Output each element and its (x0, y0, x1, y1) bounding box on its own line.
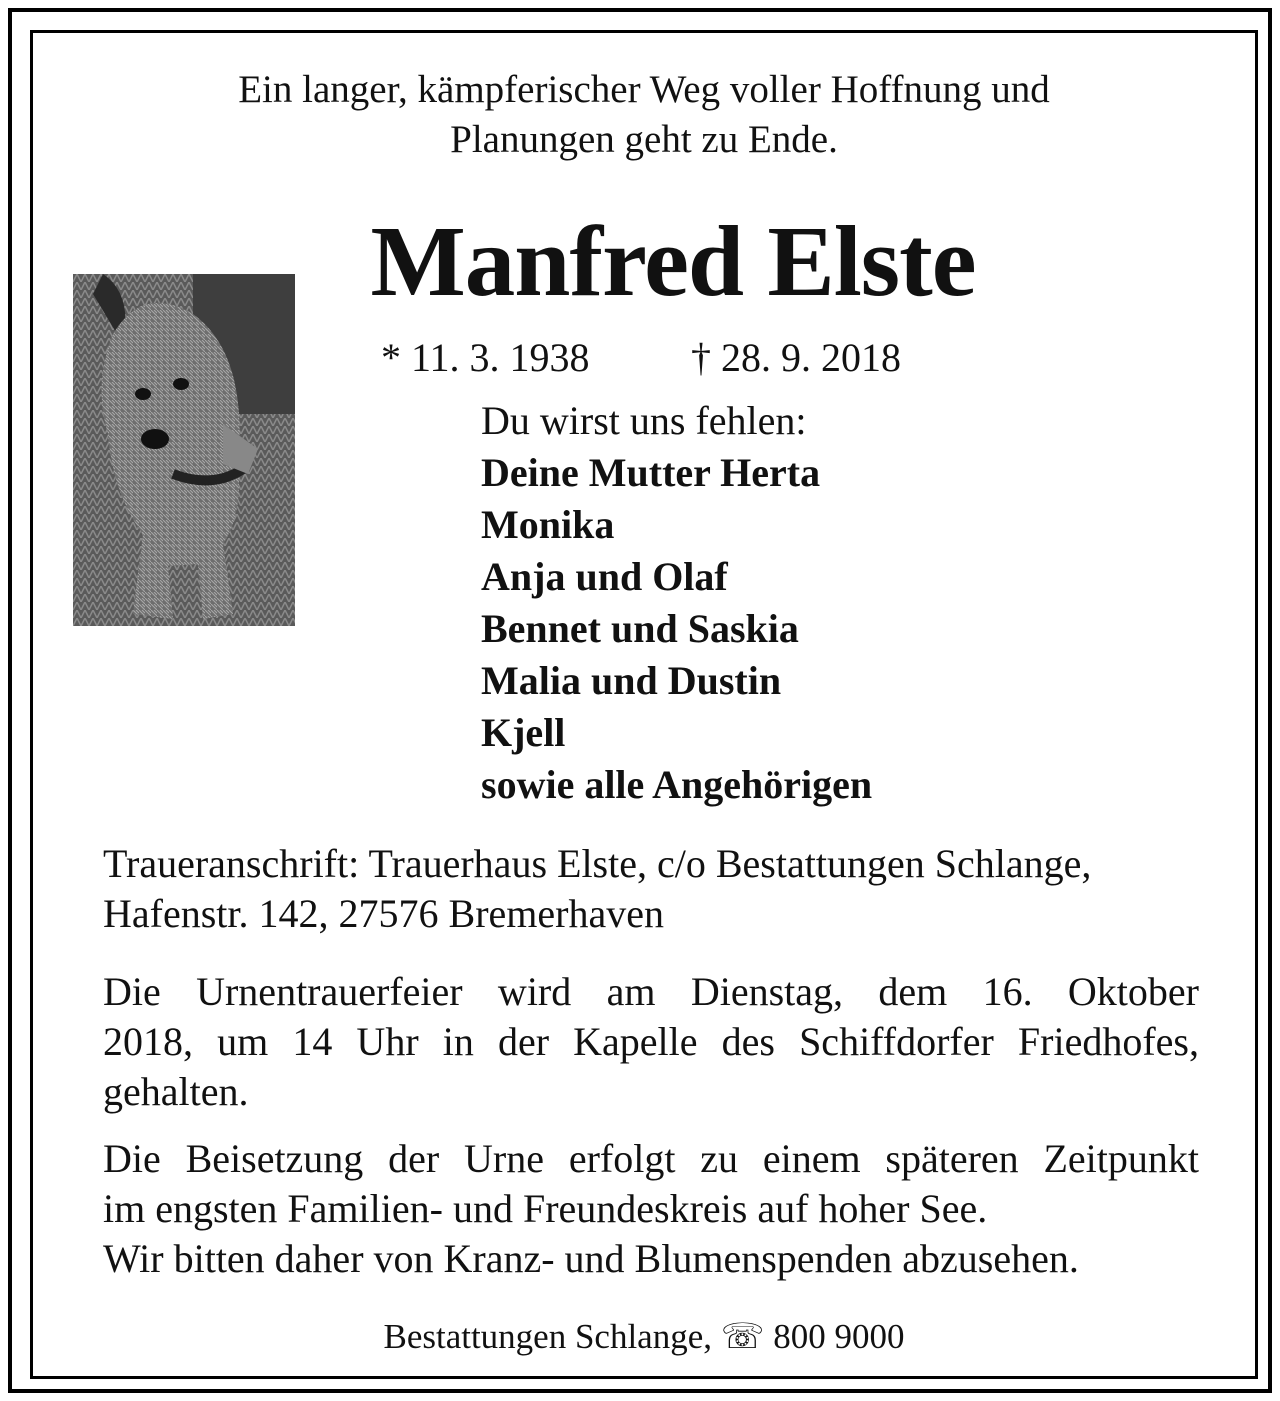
dog-photo-icon (73, 274, 295, 626)
burial-line-2: im engsten Familien- und Freundeskreis auf hoher See. (103, 1186, 988, 1231)
mourner-2: Monika (481, 502, 615, 547)
death-date: † 28. 9. 2018 (691, 335, 901, 380)
address-line-2: Hafenstr. 142, 27576 Bremerhaven (103, 891, 664, 936)
burial-line-3: Wir bitten daher von Kranz- und Blumenspenden abzusehen. (103, 1236, 1079, 1281)
intro-line-2: Planungen geht zu Ende. (450, 118, 838, 161)
mourners-heading: Du wirst uns fehlen: (481, 398, 807, 443)
mourner-5: Malia und Dustin (481, 658, 782, 703)
mourner-1: Deine Mutter Herta (481, 450, 821, 495)
ceremony-line-1: Die Urnentrauerfeier wird am Dienstag, dem 16. Oktober (103, 969, 1199, 1014)
ceremony-line-3: gehalten. (103, 1069, 249, 1114)
mourner-7: sowie alle Angehörigen (481, 762, 873, 807)
funeral-home-contact: Bestattungen Schlange, ☏ 800 9000 (383, 1317, 905, 1356)
birth-date: * 11. 3. 1938 (381, 335, 590, 380)
mourner-3: Anja und Olaf (481, 554, 728, 599)
obituary-frame (30, 30, 1258, 1379)
mourner-4: Bennet und Saskia (481, 606, 799, 651)
address-line-1: Traueranschrift: Trauerhaus Elste, c/o Bestattungen Schlange, (103, 841, 1092, 886)
intro-line-1: Ein langer, kämpferischer Weg voller Hoffnung und (238, 68, 1050, 111)
deceased-name: Manfred Elste (370, 205, 976, 317)
outer-border (8, 8, 1272, 1393)
ceremony-line-2: 2018, um 14 Uhr in der Kapelle des Schiffdorfer Friedhofes, (103, 1019, 1199, 1064)
burial-line-1: Die Beisetzung der Urne erfolgt zu einem späteren Zeitpunkt (103, 1136, 1199, 1181)
mourner-6: Kjell (481, 710, 566, 755)
